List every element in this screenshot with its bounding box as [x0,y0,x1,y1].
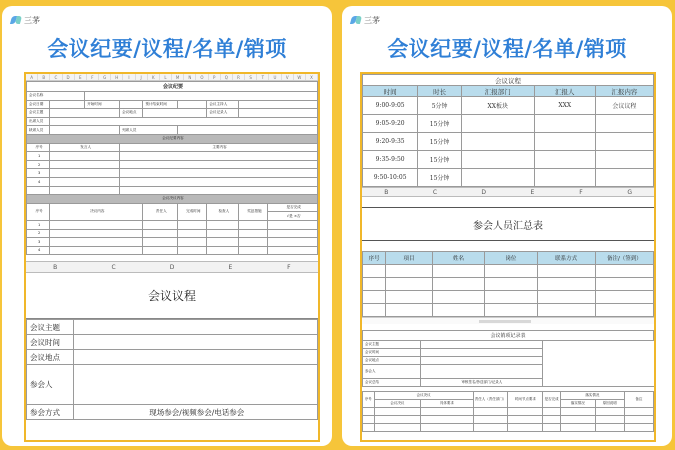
cell[interactable] [461,115,534,133]
agenda-table [26,319,318,420]
cancel-label-location: 会议地点 [363,357,421,365]
schedule-header-time: 时间 [363,86,418,97]
table-row [363,265,654,278]
table-row [363,133,654,151]
cell[interactable]: 9:50-10:05 [363,169,418,187]
ruler-letter: I [123,74,135,80]
agenda-value-attendees[interactable] [73,365,317,405]
table-row [363,115,654,133]
ruler-letter: A [26,74,38,80]
decision-sub-yes: √是 [286,213,293,218]
column-letter: F [579,189,583,196]
cell[interactable]: 15分钟 [418,115,462,133]
ruler-letter: B [38,74,50,80]
schedule-table [362,74,654,187]
table-row [363,151,654,169]
agenda-value-location[interactable] [73,350,317,365]
column-letter: B [384,189,389,196]
decision-sub-no: ×否 [293,213,301,218]
cancel-header-deadline: 时间节点要求 [508,392,543,408]
headline: 会议纪要/议程/名单/销项 [47,37,287,61]
ruler-letter: K [148,74,160,80]
preview-frame-right [360,72,656,442]
decision-section-header: 会议决议内容 [27,195,318,204]
cell[interactable] [461,151,534,169]
preview-frame-left [24,72,320,442]
cancel-header-remark: 备注 [624,392,653,408]
cell[interactable]: 15分钟 [418,169,462,187]
summary-header-remark: 备注/（签到） [595,252,653,265]
cell[interactable] [595,151,653,169]
summary-header-position: 岗位 [485,252,537,265]
decision-row-no: 2 [27,229,50,238]
scrollbar-thumb[interactable] [479,320,532,323]
decision-header-deadline: 完成时间 [178,203,207,220]
table-row [363,291,654,304]
decision-row-no: 3 [27,238,50,247]
cell[interactable]: 9:35-9:50 [363,151,418,169]
ruler-letter: E [75,74,87,80]
cell[interactable] [534,133,595,151]
ruler-letter: C [50,74,62,80]
agenda-label-mode: 参会方式 [27,405,74,420]
minutes-sheet [26,81,318,255]
decision-header-content: 决议内容 [50,203,143,220]
agenda-value-time[interactable] [73,335,317,350]
ruler-letter: N [184,74,196,80]
record-row-no: 4 [27,177,50,186]
record-header-content: 主要内容 [120,143,318,152]
brand [10,14,40,26]
column-letter: D [481,189,486,196]
cancel-header-decision: 会议决议 [374,400,421,408]
label-attendees: 出席人员 [27,117,50,126]
column-letter: F [287,264,291,272]
table-row [363,278,654,291]
ruler-letter: H [111,74,123,80]
ruler-letter: U [269,74,281,80]
cell[interactable] [595,133,653,151]
agenda-label-time: 会议时间 [27,335,74,350]
label-meeting-name: 会议名称 [27,92,85,101]
decision-row-no: 4 [27,246,50,255]
decision-header-checker: 检查人 [207,203,239,220]
table-row [363,424,654,432]
brand-logo-icon [350,14,362,26]
decision-header-measures: 奖惩措施 [239,203,268,220]
agenda-value-topic[interactable] [73,320,317,335]
column-letter: E [228,264,233,272]
agenda-label-topic: 会议主题 [27,320,74,335]
brand-name: 三茅 [24,15,40,25]
label-location: 会议地点 [120,109,143,118]
summary-table [362,251,654,317]
table-row [363,169,654,187]
cell[interactable]: 5分钟 [418,97,462,115]
cell[interactable]: XXX [534,97,595,115]
cell[interactable] [595,169,653,187]
label-meeting-date: 会议日期 [27,100,50,109]
cancel-header-reason: 原因说明 [595,400,624,408]
cell[interactable]: 9:00-9:05 [363,97,418,115]
ruler-letter: D [63,74,75,80]
summary-header-contact: 联系方式 [537,252,595,265]
brand-logo-icon [10,14,22,26]
cell[interactable] [595,115,653,133]
ruler-letter: J [136,74,148,80]
column-letter: C [432,189,438,196]
brand [350,14,380,26]
schedule-header-reporter: 汇报人 [534,86,595,97]
cancel-group-decision: 会议决议 [374,392,473,400]
label-observers: 列席人员 [120,126,178,135]
ruler-letter: P [209,74,221,80]
decision-row-no: 1 [27,220,50,229]
cancel-label-topic: 会议主题 [363,341,421,349]
record-header-no: 序号 [27,143,50,152]
table-row [363,97,654,115]
record-section-header: 会议纪要内容 [27,134,318,143]
summary-header-name: 姓名 [432,252,484,265]
cancel-header-status: 落实情况 [560,400,595,408]
label-start-time: 开始时间 [85,100,120,109]
ruler-letter: Q [221,74,233,80]
summary-header-item: 项目 [386,252,433,265]
column-header-bar [26,261,318,273]
agenda-label-attendees: 参会人 [27,365,74,405]
table-row [363,408,654,416]
cell[interactable] [534,169,595,187]
column-letter: D [169,264,175,272]
cell[interactable]: 9:20-9:35 [363,133,418,151]
record-row-no: 2 [27,160,50,169]
headline: 会议纪要/议程/名单/销项 [387,37,627,61]
record-header-speaker: 发言人 [50,143,120,152]
label-end-time: 预计结束时间 [143,100,178,109]
cell[interactable] [461,133,534,151]
decision-header-done: 是否完成 [268,203,318,212]
label-host: 会议主持人 [207,100,239,109]
table-row [363,304,654,317]
record-row-no: 1 [27,152,50,161]
ruler-letter: S [245,74,257,80]
column-header-bar [362,187,654,197]
cell[interactable] [461,169,534,187]
cancel-label-attendees: 参会人 [363,365,421,379]
summary-header-no: 序号 [363,252,386,265]
ruler-letter: M [172,74,184,80]
cell[interactable]: 15分钟 [418,151,462,169]
brand-name: 三茅 [364,15,380,25]
cancel-header-requirement: 具体要求 [421,400,473,408]
schedule-header-content: 汇报内容 [595,86,653,97]
cell[interactable] [534,151,595,169]
cell[interactable]: 9:05-9:20 [363,115,418,133]
schedule-title: 会议议程 [363,75,654,86]
cancel-header-owner: 责任人（责任部门） [473,392,508,408]
label-recorder: 会议记录人 [207,109,239,118]
ruler-letter: G [99,74,111,80]
card-left [2,6,332,446]
agenda-value-mode[interactable]: 现场参会/视频参会/电话参会 [73,405,317,420]
label-absent: 缺席人员 [27,126,50,135]
ruler-letter: L [160,74,172,80]
cancel-title: 会议销项记录表 [363,331,654,341]
ruler-letter: V [282,74,294,80]
label-topic: 会议主题 [27,109,50,118]
cell[interactable] [534,115,595,133]
cancel-header-no: 序号 [363,392,375,408]
column-letter: E [530,189,535,196]
cell[interactable]: 15分钟 [418,133,462,151]
horizontal-scrollbar[interactable] [362,317,654,324]
column-ruler [26,74,318,81]
cancel-header-done: 是否完成 [543,392,560,408]
schedule-header-duration: 时长 [418,86,462,97]
cancel-record-table [362,330,654,432]
ruler-letter: O [196,74,208,80]
record-row-no: 3 [27,169,50,178]
cancel-group-status: 落实情况 [560,392,624,400]
cell[interactable]: XX板块 [461,97,534,115]
ruler-letter: F [87,74,99,80]
cancel-label-time: 会议时间 [363,349,421,357]
cancel-footer-note: 审核签名/抄送部门/记录人 [421,379,543,387]
decision-header-no: 序号 [27,203,50,220]
card-right [342,6,672,446]
summary-title: 参会人员汇总表 [362,207,654,241]
column-letter: C [111,264,116,272]
column-letter: B [53,264,58,272]
cancel-label-summary: 会议总结 [363,379,421,387]
ruler-letter: T [257,74,269,80]
schedule-header-dept: 汇报部门 [461,86,534,97]
decision-header-owner: 责任人 [143,203,178,220]
ruler-letter: X [306,74,318,80]
column-letter: G [627,189,633,196]
cell[interactable]: 会议议程 [595,97,653,115]
minutes-title: 会议纪要 [27,82,318,92]
table-row [363,416,654,424]
ruler-letter: R [233,74,245,80]
agenda-label-location: 会议地点 [27,350,74,365]
agenda-title: 会议议程 [26,273,318,319]
ruler-letter: W [294,74,306,80]
